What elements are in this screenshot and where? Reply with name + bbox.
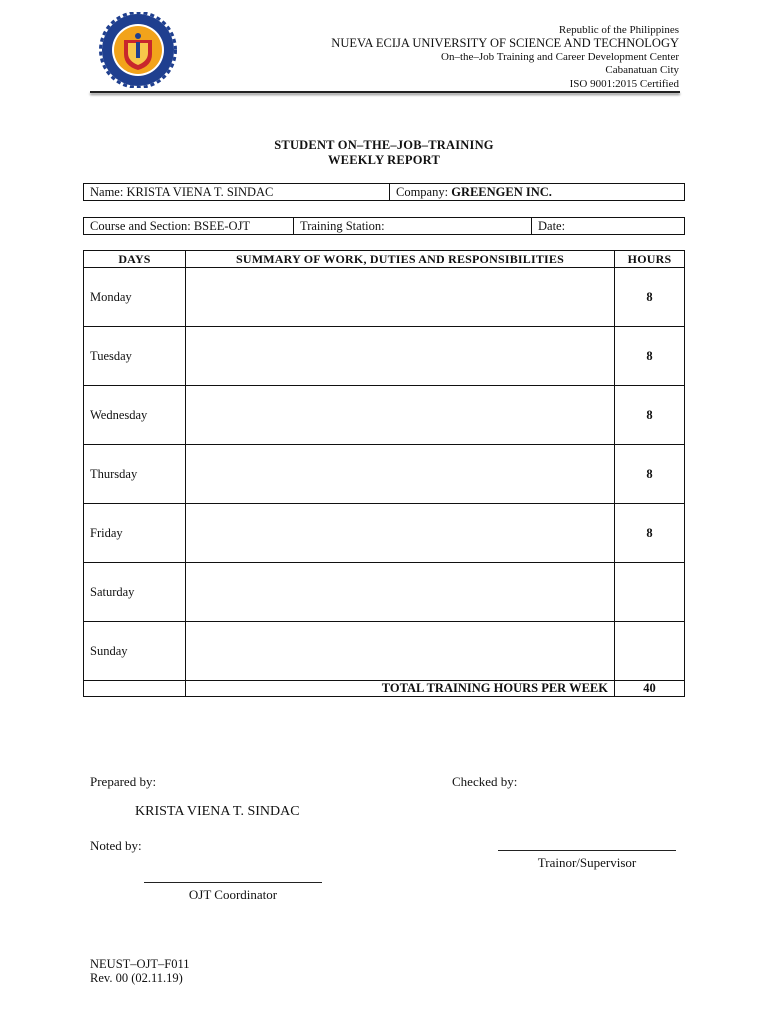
name-label: Name: [90, 184, 124, 199]
company-value: GREENGEN INC. [451, 184, 552, 199]
hours-cell[interactable] [615, 563, 685, 622]
revision-code: Rev. 00 (02.11.19) [90, 971, 183, 985]
day-label: Saturday [84, 563, 186, 622]
summary-cell[interactable] [186, 327, 615, 386]
total-label: TOTAL TRAINING HOURS PER WEEK [186, 681, 615, 697]
iso-line: ISO 9001:2015 Certified [569, 77, 679, 90]
hours-header: HOURS [615, 251, 685, 268]
summary-cell[interactable] [186, 504, 615, 563]
trainor-signature-line[interactable] [498, 850, 676, 851]
hours-cell[interactable]: 8 [615, 327, 685, 386]
institution-header [331, 24, 679, 91]
total-hours-value: 40 [615, 681, 685, 697]
hours-cell[interactable] [615, 622, 685, 681]
day-label: Tuesday [84, 327, 186, 386]
checked-by-label: Checked by: [452, 774, 518, 789]
training-station-label: Training Station: [300, 218, 385, 233]
summary-cell[interactable] [186, 445, 615, 504]
days-header: DAYS [84, 251, 186, 268]
table-row [84, 622, 685, 681]
summary-cell[interactable] [186, 563, 615, 622]
course-value: BSEE-OJT [193, 218, 251, 233]
hours-cell[interactable]: 8 [615, 504, 685, 563]
hours-cell[interactable]: 8 [615, 268, 685, 327]
table-header-row [84, 251, 685, 268]
day-label: Sunday [84, 622, 186, 681]
hours-cell[interactable]: 8 [615, 445, 685, 504]
noted-by-label: Noted by: [90, 838, 142, 853]
day-label: Thursday [84, 445, 186, 504]
company-cell[interactable] [390, 184, 685, 201]
coordinator-signature-line[interactable] [144, 882, 322, 883]
training-station-cell[interactable] [294, 218, 532, 235]
date-label: Date: [538, 218, 566, 233]
form-code: NEUST–OJT–F011 [90, 957, 190, 971]
table-row [84, 268, 685, 327]
hours-cell[interactable]: 8 [615, 386, 685, 445]
table-row [84, 445, 685, 504]
day-label: Monday [84, 268, 186, 327]
table-row [84, 563, 685, 622]
summary-header: SUMMARY OF WORK, DUTIES AND RESPONSIBILITIES [186, 251, 615, 268]
university-seal-logo [92, 12, 186, 88]
name-cell[interactable] [84, 184, 390, 201]
summary-cell[interactable] [186, 386, 615, 445]
header-divider [90, 91, 680, 93]
total-row [84, 681, 685, 697]
student-info-table [83, 183, 685, 201]
table-row [84, 504, 685, 563]
report-title-line2: WEEKLY REPORT [327, 153, 441, 167]
total-spacer [84, 681, 186, 697]
course-label: Course and Section: [90, 218, 191, 233]
course-cell[interactable] [84, 218, 294, 235]
summary-cell[interactable] [186, 622, 615, 681]
weekly-hours-table [83, 250, 685, 697]
center-name: On–the–Job Training and Career Development Center [441, 50, 679, 63]
day-label: Friday [84, 504, 186, 563]
day-label: Wednesday [84, 386, 186, 445]
city-line: Cabanatuan City [605, 64, 679, 77]
date-cell[interactable] [532, 218, 685, 235]
name-value: KRISTA VIENA T. SINDAC [126, 184, 274, 199]
table-row [84, 327, 685, 386]
prepared-by-label: Prepared by: [90, 774, 157, 789]
university-name: NUEVA ECIJA UNIVERSITY OF SCIENCE AND TECHNOLOGY [331, 36, 679, 51]
trainor-title: Trainor/Supervisor [537, 855, 637, 870]
report-title-line1: STUDENT ON–THE–JOB–TRAINING [274, 138, 494, 152]
prepared-by-name: KRISTA VIENA T. SINDAC [135, 804, 300, 819]
republic-line: Republic of the Philippines [558, 24, 679, 36]
course-info-table [83, 217, 685, 235]
coordinator-title: OJT Coordinator [188, 887, 278, 902]
table-row [84, 386, 685, 445]
summary-cell[interactable] [186, 268, 615, 327]
company-label: Company: [396, 184, 449, 199]
